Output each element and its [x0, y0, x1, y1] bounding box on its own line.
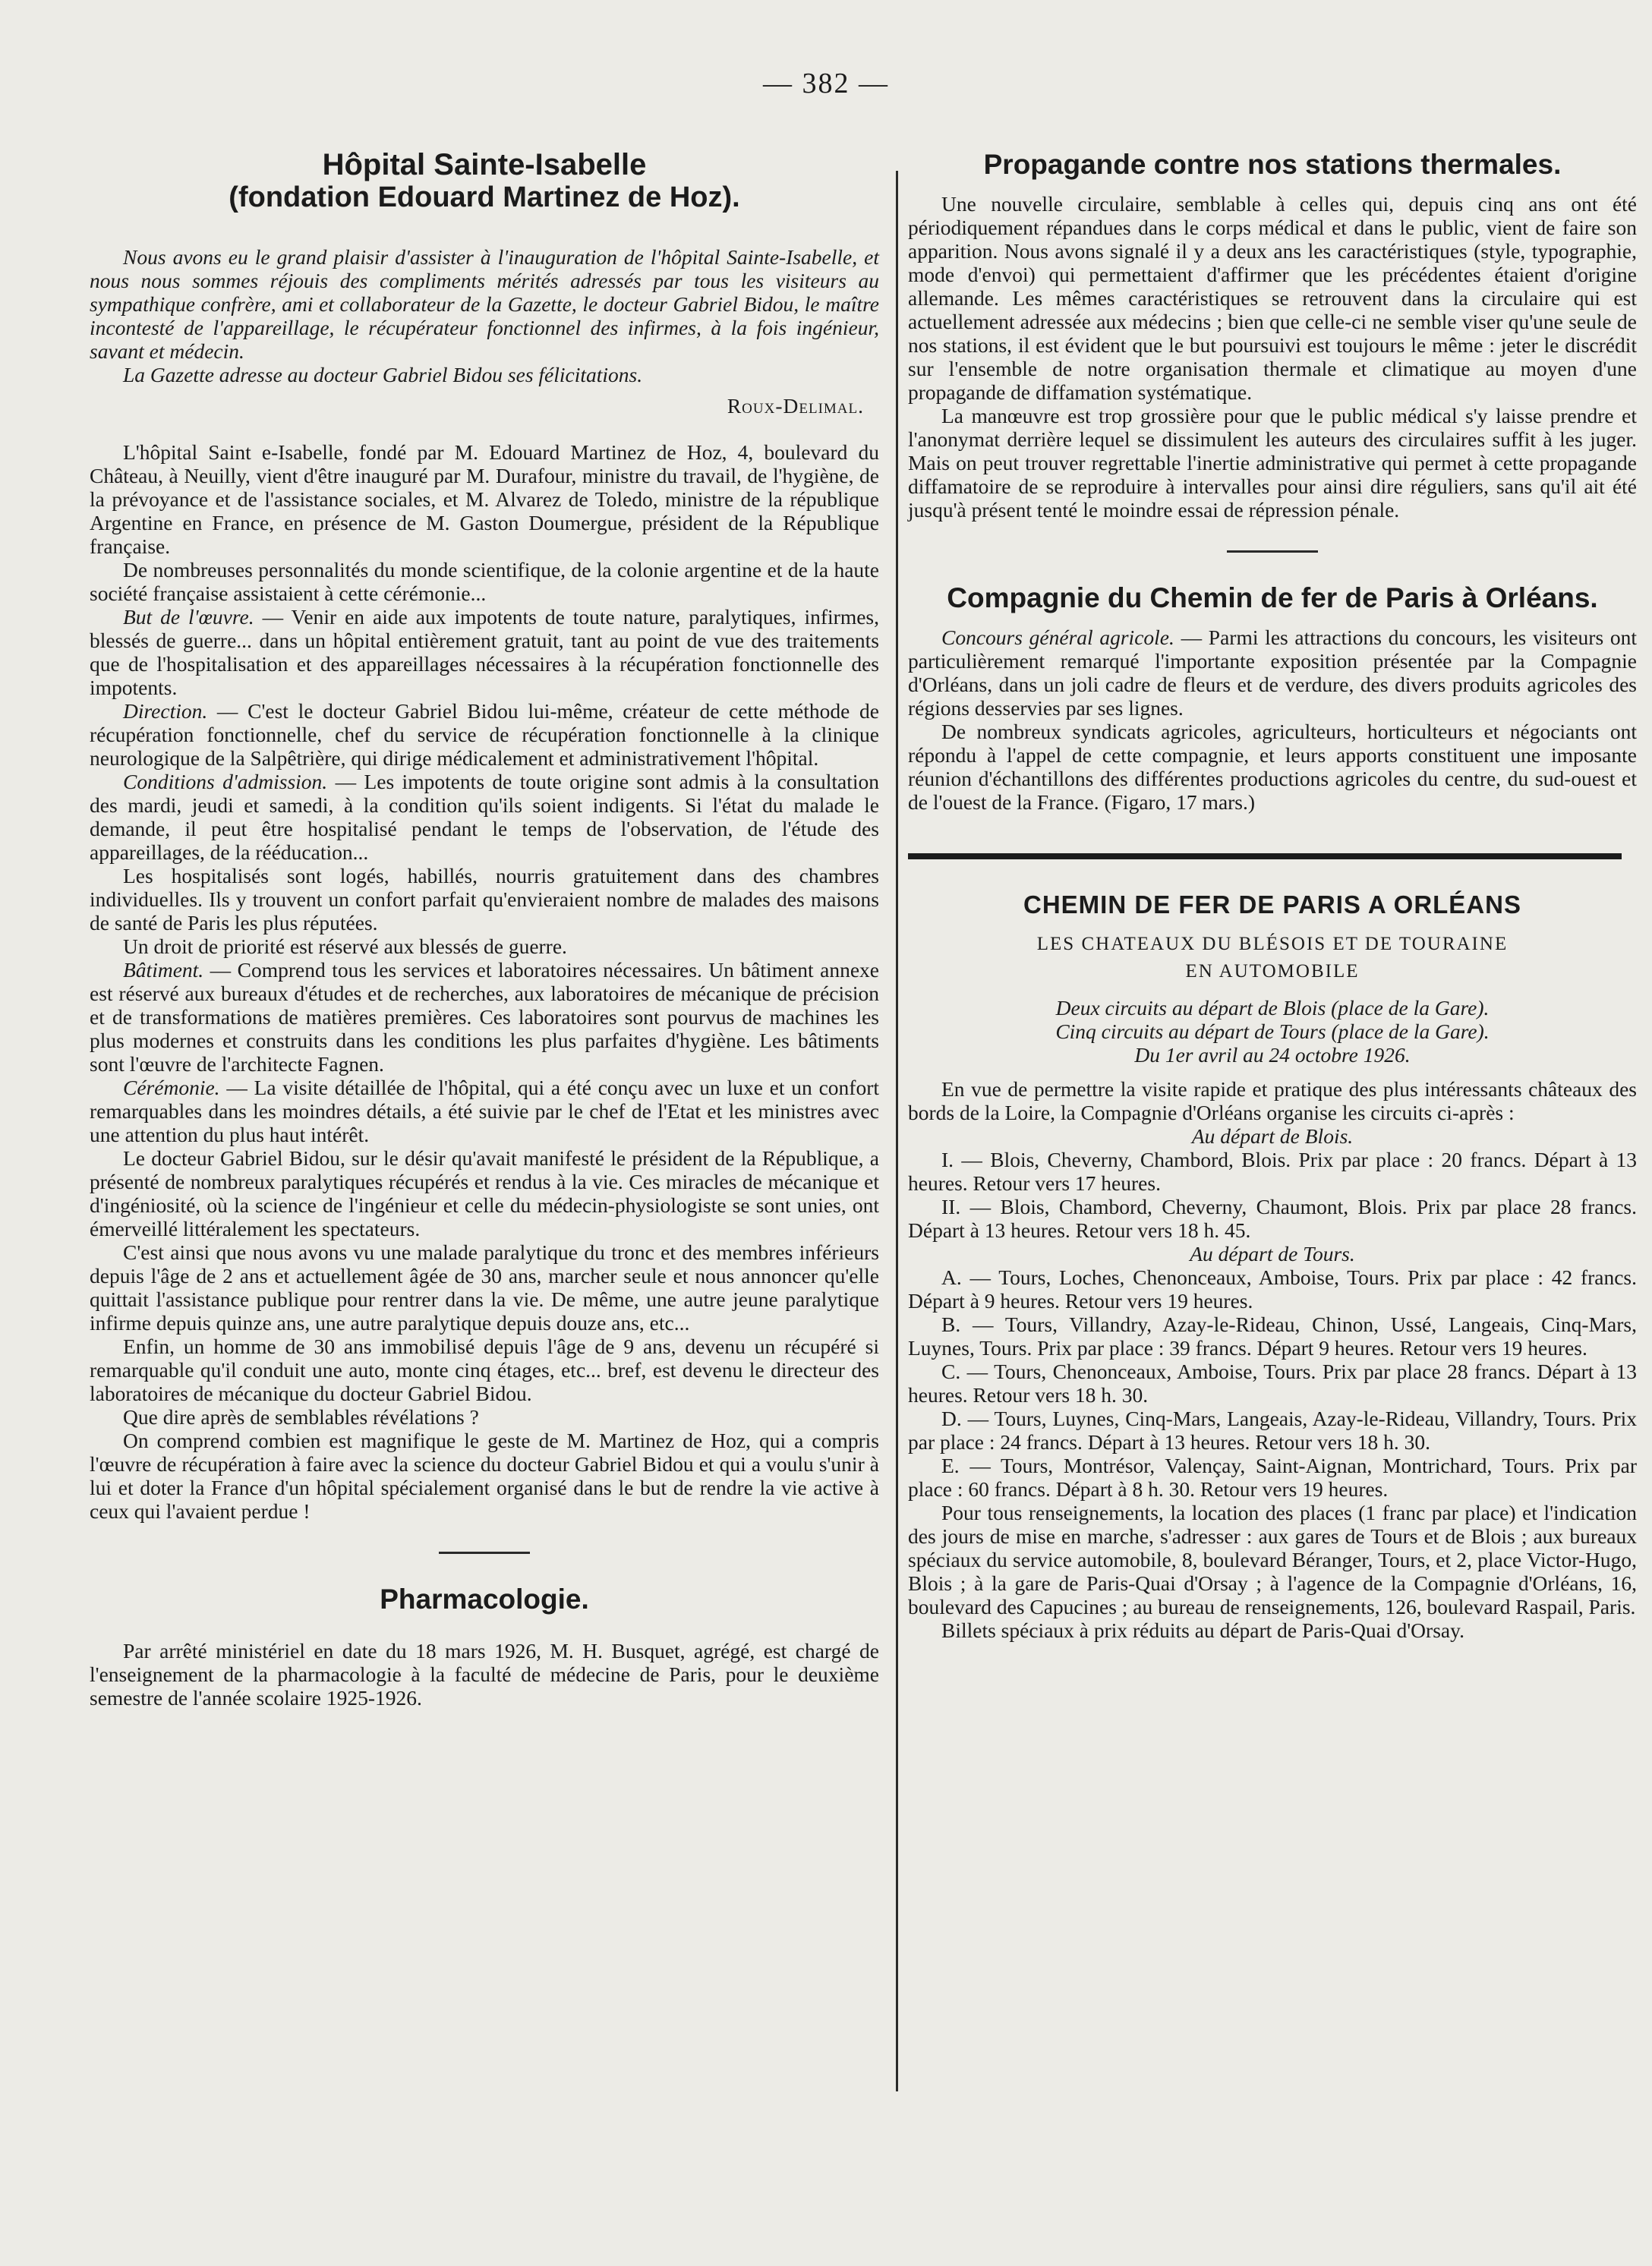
ad-tickets: Billets spéciaux à prix réduits au départ de Paris-Quai d'Orsay. — [941, 1618, 1464, 1642]
paragraph-text: — Venir en aide aux impotents de toute nature, paralytiques, infirmes, blessés de guerre... dans un hôpital entièrement gratuit, tant au point de vue des traitements que de l'hospitalisation et des appareillages nécessaires à la récupération fonctionnelle des impotents. — [90, 605, 879, 699]
paragraph-label: Concours général agricole. — [941, 626, 1174, 649]
circuit-item: II. — Blois, Chambord, Cheverny, Chaumont, Blois. Prix par place 28 francs. Départ à 13 heures. Retour vers 18 h. 45. — [908, 1195, 1637, 1242]
paragraph: Le docteur Gabriel Bidou, sur le désir qu'avait manifesté le président de la République, a présenté de nombreux paralytiques récupérés et rendus à la vie. Ces miracles de mécanique et d'ingéniosité, où la science de l'ingénieur et celle du médecin-physiologiste se sont unies, ont émerveillé littéralement les spectateurs. — [90, 1146, 879, 1240]
paragraph: Enfin, un homme de 30 ans immobilisé depuis l'âge de 9 ans, devenu un récupéré si remarquable qu'il conduit une auto, monte cinq étages, etc... bref, est devenu le directeur des laboratoires de mécanique du docteur Gabriel Bidou. — [90, 1335, 879, 1405]
paragraph-label: Direction. — [123, 699, 208, 723]
circuit-item: B. — Tours, Villandry, Azay-le-Rideau, Chinon, Ussé, Langeais, Cinq-Mars, Luynes, Tours. Prix par place : 39 francs. Départ 9 heures. Retour vers 19 heures. — [908, 1313, 1637, 1360]
paragraph — [90, 958, 879, 1076]
page-number: — 382 — — [763, 68, 889, 99]
paragraph-label: Cérémonie. — [123, 1076, 220, 1099]
hospital-intro: Nous avons eu le grand plaisir d'assister à l'inauguration de l'hôpital Sainte-Isabelle, et nous nous sommes réjouis des compliments mérités adressés par tous les visiteurs au sympathique confrère, ami et collaborateur de la Gazette, le docteur Gabriel Bidou, le maître incontesté de l'appareillage, le récupérateur fonctionnel des infirmes, à la fois ingénieur, savant et médecin. — [90, 245, 879, 363]
ad-subtitle: LES CHATEAUX DU BLÉSOIS ET DE TOURAINE — [1036, 934, 1509, 954]
ad-circuits-blois: Deux circuits au départ de Blois (place de la Gare). — [1055, 996, 1490, 1020]
paragraph — [908, 626, 1637, 720]
ad-intro: En vue de permettre la visite rapide et pratique des plus intéressants châteaux des bords de la Loire, la Compagnie d'Orléans organise les circuits ci-après : — [908, 1077, 1637, 1124]
propaganda-article — [908, 148, 1637, 522]
hospital-article — [90, 148, 879, 1523]
section-divider — [439, 1552, 530, 1554]
paragraph — [90, 699, 879, 770]
orleans-article — [908, 581, 1637, 814]
paragraph: Les hospitalisés sont logés, habillés, nourris gratuitement dans des chambres individuelles. Ils y trouvent un confort parfait qu'envieraient nombre de malades des maisons de santé de Paris les plus réputées. — [90, 864, 879, 934]
paragraph-text: — C'est le docteur Gabriel Bidou lui-même, créateur de cette méthode de récupération fonctionnelle, chef du service de récupération fonctionnelle à la clinique neurologique de la Salpêtrière, qui dirige médicalement et administrativement l'hôpital. — [90, 699, 879, 770]
right-column — [908, 148, 1637, 1642]
circuit-item: D. — Tours, Luynes, Cinq-Mars, Langeais, Azay-le-Rideau, Villandry, Tours. Prix par place : 24 francs. Départ à 13 heures. Retour vers 18 h. 30. — [908, 1407, 1637, 1454]
propaganda-title: Propagande contre nos stations thermales. — [983, 149, 1562, 180]
paragraph: Que dire après de semblables révélations ? — [123, 1405, 479, 1429]
paragraph — [90, 770, 879, 864]
paragraph: De nombreux syndicats agricoles, agriculteurs, horticulteurs et négociants ont répondu à l'appel de cette compagnie, et leurs apports constituent une imposante réunion d'échantillons des différentes productions agricoles du centre, du sud-ouest et de l'ouest de la France. (Figaro, 17 mars.) — [908, 720, 1637, 814]
ad-circuits-tours: Cinq circuits au départ de Tours (place de la Gare). — [1055, 1020, 1490, 1043]
blois-heading: Au départ de Blois. — [1191, 1124, 1354, 1148]
circuit-item: E. — Tours, Montrésor, Valençay, Saint-Aignan, Montrichard, Tours. Prix par place : 60 francs. Départ à 8 h. 30. Retour vers 19 heures. — [908, 1454, 1637, 1501]
ad-dates: Du 1er avril au 24 octobre 1926. — [1134, 1043, 1411, 1067]
ad-title: CHEMIN DE FER DE PARIS A ORLÉANS — [1023, 890, 1521, 919]
circuit-item: C. — Tours, Chenonceaux, Amboise, Tours. Prix par place 28 francs. Départ à 13 heures. Retour vers 18 h. 30. — [908, 1360, 1637, 1407]
tours-heading: Au départ de Tours. — [1190, 1242, 1355, 1265]
paragraph: Un droit de priorité est réservé aux blessés de guerre. — [123, 934, 567, 958]
circuit-item: A. — Tours, Loches, Chenonceaux, Amboise, Tours. Prix par place : 42 francs. Départ à 9 heures. Retour vers 19 heures. — [908, 1265, 1637, 1313]
paragraph-label: But de l'œuvre. — [123, 605, 254, 629]
hospital-title: Hôpital Sainte-Isabelle — [322, 148, 647, 181]
paragraph: De nombreuses personnalités du monde scientifique, de la colonie argentine et de la haute société française assistaient à cette cérémonie... — [90, 558, 879, 605]
signature: Roux-Delimal. — [727, 394, 864, 418]
paragraph: Une nouvelle circulaire, semblable à celles qui, depuis cinq ans ont été périodiquement répandues dans le corps médical et dans le public, vient de faire son apparition. Nous avons signalé il y a deux ans les caractéristiques (style, typographie, mode d'envoi) qui permettaient d'affirmer que les précédentes étaient d'origine allemande. Les mêmes caractéristiques se retrouvent dans la circulaire qui est actuellement adressée aux médecins ; bien que celle-ci ne semble viser qu'une seule de nos stations, il est évident que le but poursuivi est toujours le même : jeter le discrédit sur l'ensemble de notre organisation thermale et climatique au moyen d'une propagande de diffamation systématique. — [908, 192, 1637, 404]
paragraph-text: — La visite détaillée de l'hôpital, qui a été conçu avec un luxe et un confort remarquables dans les moindres détails, a été suivie par le chef de l'Etat et les ministres avec une attention du plus haut intérêt. — [90, 1076, 879, 1146]
heavy-divider — [908, 853, 1622, 859]
paragraph — [90, 605, 879, 699]
paragraph-text: — Comprend tous les services et laboratoires nécessaires. Un bâtiment annexe est réservé aux bureaux d'études et de recherches, aux laboratoires de mécanique de précision et de transformations de matières premières. Ces laboratoires sont pourvus de machines les plus modernes et construits dans les conditions les plus parfaites d'hygiène. Les bâtiments sont l'œuvre de l'architecte Fagnen. — [90, 958, 879, 1076]
paragraph: L'hôpital Saint e-Isabelle, fondé par M. Edouard Martinez de Hoz, 4, boulevard du Château, à Neuilly, vient d'être inauguré par M. Durafour, ministre du travail, de l'hygiène, de la prévoyance et de l'assistance sociales, et M. Alvarez de Toledo, ministre de la république Argentine en France, en présence de M. Gaston Doumergue, président de la République française. — [90, 440, 879, 558]
railway-advertisement — [908, 890, 1637, 1642]
paragraph-label: Conditions d'admission. — [123, 770, 328, 793]
left-column — [90, 148, 879, 1710]
paragraph: C'est ainsi que nous avons vu une malade paralytique du tronc et des membres inférieurs depuis l'âge de 2 ans et actuellement âgée de 30 ans, marcher seule et nous annoncer qu'elle quittait l'assistance publique pour rentrer dans la vie. De même, une autre jeune paralytique infirme depuis quinze ans, une autre paralytique depuis douze ans, etc... — [90, 1240, 879, 1335]
hospital-intro-2: La Gazette adresse au docteur Gabriel Bidou ses félicitations. — [123, 363, 643, 386]
hospital-subtitle: (fondation Edouard Martinez de Hoz). — [229, 181, 740, 213]
paragraph-text: — Parmi les attractions du concours, les visiteurs ont particulièrement remarqué l'importante exposition présentée par la Compagnie d'Orléans, dans un joli cadre de fleurs et de verdure, des divers produits agricoles des régions desservies par ses lignes. — [908, 626, 1637, 720]
paragraph: Par arrêté ministériel en date du 18 mars 1926, M. H. Busquet, agrégé, est chargé de l'enseignement de la pharmacologie à la faculté de médecine de Paris, pour le deuxième semestre de l'année scolaire 1925-1926. — [90, 1639, 879, 1710]
section-divider — [1227, 550, 1318, 553]
ad-subtitle-2: EN AUTOMOBILE — [1185, 961, 1360, 982]
paragraph: On comprend combien est magnifique le geste de M. Martinez de Hoz, qui a compris l'œuvre de récupération à faire avec la science du docteur Gabriel Bidou et qui a voulu s'unir à lui et doter la France d'un hôpital spécialement organisé dans le but de rendre la vie active à ceux qui l'avaient perdue ! — [90, 1429, 879, 1523]
paragraph: La manœuvre est trop grossière pour que le public médical s'y laisse prendre et l'anonymat derrière lequel se dissimulent les auteurs des circulaires suffit à les juger. Mais on peut trouver regrettable l'inertie administrative qui permet à cette propagande diffamatoire de se reproduire à intervalles pour ainsi dire réguliers, sans qu'il ait été jusqu'à présent tenté le moindre essai de répression pénale. — [908, 404, 1637, 522]
paragraph — [90, 1076, 879, 1146]
paragraph-label: Bâtiment. — [123, 958, 204, 982]
column-divider — [896, 171, 898, 2091]
ad-info: Pour tous renseignements, la location des places (1 franc par place) et l'indication des jours de mise en marche, s'adresser : aux gares de Tours et de Blois ; aux bureaux spéciaux du service automobile, 8, boulevard Béranger, Tours, et 2, place Victor-Hugo, Blois ; à la gare de Paris-Quai d'Orsay ; à l'agence de la Compagnie d'Orléans, 16, boulevard des Capucines ; au bureau de renseignements, 126, boulevard Raspail, Paris. — [908, 1501, 1637, 1618]
pharmacology-article — [90, 1583, 879, 1710]
pharmacology-title: Pharmacologie. — [380, 1584, 589, 1615]
paragraph-text: — Les impotents de toute origine sont admis à la consultation des mardi, jeudi et samedi, à la condition qu'ils soient indigents. Si l'état du malade le demande, il peut être hospitalisé pendant le temps de l'observation, de l'étude des appareillages, de la rééducation... — [90, 770, 879, 864]
circuit-item: I. — Blois, Cheverny, Chambord, Blois. Prix par place : 20 francs. Départ à 13 heures. Retour vers 17 heures. — [908, 1148, 1637, 1195]
orleans-title: Compagnie du Chemin de fer de Paris à Orléans. — [947, 582, 1598, 613]
